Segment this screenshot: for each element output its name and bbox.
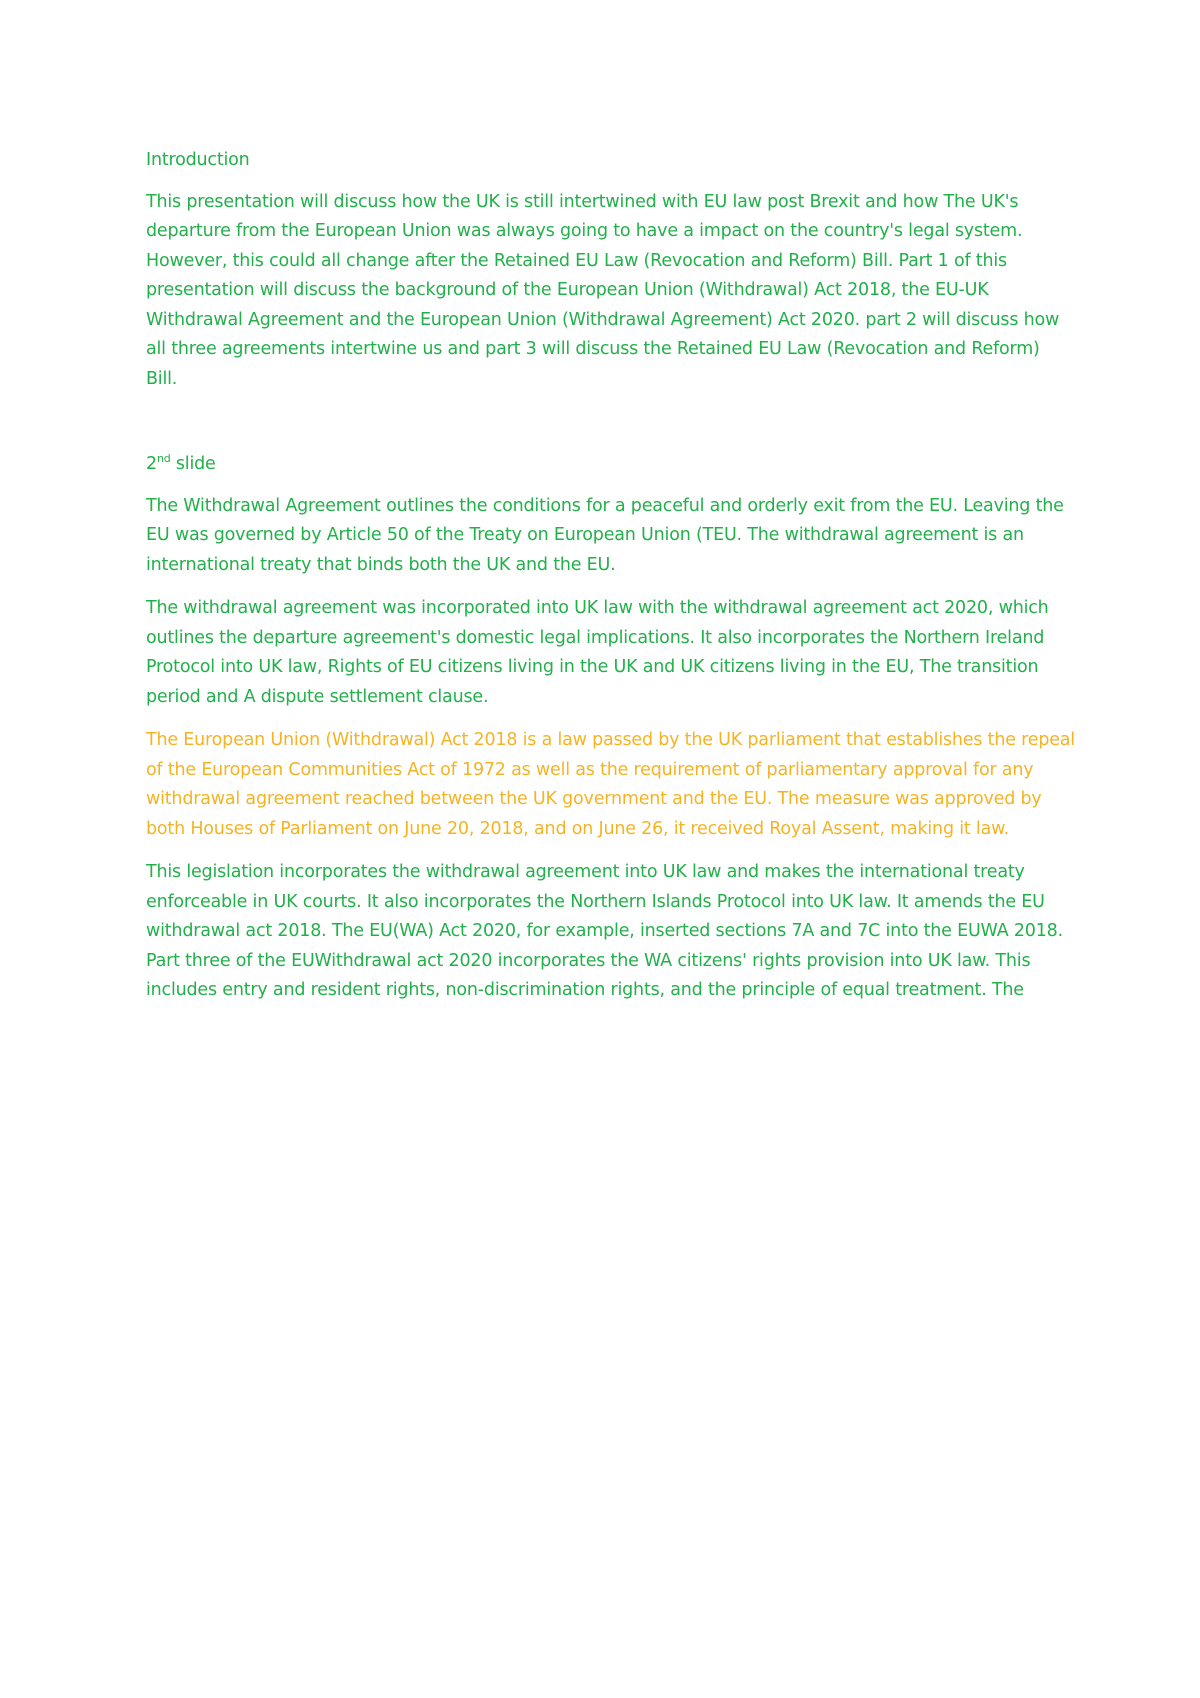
second-slide-ordinal-suffix: nd — [156, 452, 171, 466]
withdrawal-act-2018-paragraph: The European Union (Withdrawal) Act 2018 is a law passed by the UK parliament that establishes the repeal of the European Communities Act of 1972 as well as the requirement of parliamentary approval for any withdrawal agreement reached between the UK government and the EU. The measure was approved by both Houses of Parliament on June 20, 2018, and on June 26, it received Royal Assent, making it law. — [146, 730, 1075, 839]
withdrawal-agreement-paragraph: The Withdrawal Agreement outlines the conditions for a peaceful and orderly exit from the EU. Leaving the EU was governed by Article 50 of the Treaty on European Union (TEU. The withdrawal agreement is an international treaty that binds both the UK and the EU. — [146, 495, 1064, 575]
legislation-incorporation-paragraph: This legislation incorporates the withdrawal agreement into UK law and makes the international treaty enforceable in UK courts. It also incorporates the Northern Islands Protocol into UK law. It amends the EU withdrawal act 2018. The EU(WA) Act 2020, for example, inserted sections 7A and 7C into the EUWA 2018. Part three of the EUWithdrawal act 2020 incorporates the WA citizens' rights provision into UK law. This includes entry and resident rights, non-discrimination rights, and the principle of equal treatment. The — [146, 862, 1063, 1000]
introduction-heading: Introduction — [146, 150, 250, 170]
second-slide-heading — [146, 450, 1076, 480]
second-slide-number: 2 — [146, 454, 157, 474]
document-body — [146, 146, 1076, 1020]
section-spacer — [146, 408, 1076, 450]
withdrawal-agreement-act-paragraph: The withdrawal agreement was incorporated into UK law with the withdrawal agreement act 2020, which outlines the departure agreement's domestic legal implications. It also incorporates the Northern Ireland Protocol into UK law, Rights of EU citizens living in the UK and UK citizens living in the EU, The transition period and A dispute settlement clause. — [146, 598, 1049, 707]
second-slide-label: slide — [170, 454, 216, 474]
introduction-paragraph: This presentation will discuss how the UK is still intertwined with EU law post Brexit and how The UK's departure from the European Union was always going to have a impact on the country's legal system. However, this could all change after the Retained EU Law (Revocation and Reform) Bill. Part 1 of this presentation will discuss the background of the European Union (Withdrawal) Act 2018, the EU-UK Withdrawal Agreement and the European Union (Withdrawal Agreement) Act 2020. part 2 will discuss how all three agreements intertwine us and part 3 will discuss the Retained EU Law (Revocation and Reform) Bill. — [146, 191, 1060, 389]
